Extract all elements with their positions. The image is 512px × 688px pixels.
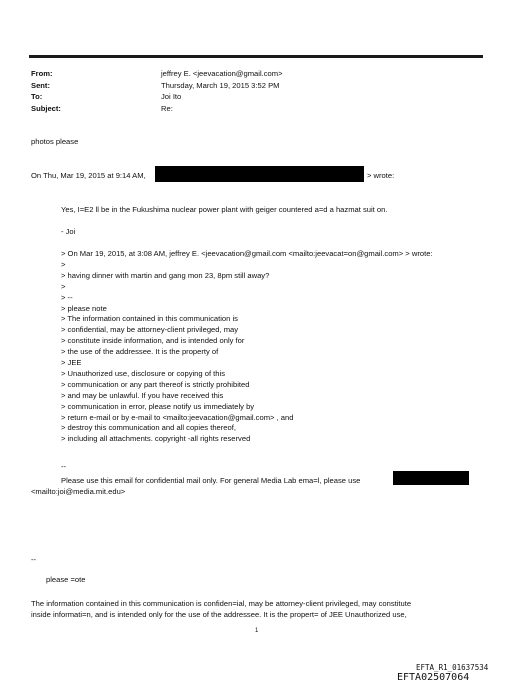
quoted-line: > including all attachments. copyright -all rights reserved bbox=[61, 434, 251, 444]
wrote-prefix: On Thu, Mar 19, 2015 at 9:14 AM, bbox=[31, 171, 146, 180]
quoted-line: > On Mar 19, 2015, at 3:08 AM, jeffrey E. <jeevacation@gmail.com <mailto:jeevacat=on@gmail.com> > wrote: bbox=[61, 249, 433, 258]
quoted-line: > bbox=[61, 281, 66, 291]
to-label: To: bbox=[31, 92, 43, 101]
subject-value: Re: bbox=[161, 104, 173, 113]
signature: - Joi bbox=[61, 227, 76, 236]
medialab-line: Please use this email for confidential mail only. For general Media Lab ema=l, please use bbox=[61, 476, 361, 485]
please-note-line: please =ote bbox=[46, 575, 86, 584]
quoted-line: > JEE bbox=[61, 358, 82, 367]
sent-label: Sent: bbox=[31, 81, 50, 90]
quoted-line: > communication in error, please notify us immediately by bbox=[61, 401, 255, 411]
redaction-bar bbox=[393, 471, 469, 485]
sent-value: Thursday, March 19, 2015 3:52 PM bbox=[161, 81, 280, 90]
bates-id-large: EFTA02507064 bbox=[397, 672, 470, 683]
quoted-line: > return e-mail or by e-mail to <mailto:jeevacation@gmail.com> , and bbox=[61, 412, 294, 422]
header-rule bbox=[29, 55, 483, 58]
quoted-line: > communication or any part thereof is strictly prohibited bbox=[61, 379, 250, 389]
opening-line: photos please bbox=[31, 137, 79, 146]
bates-id-small: EFTA_R1_01637534 bbox=[416, 663, 489, 672]
quoted-line: > constitute inside information, and is intended only for bbox=[61, 336, 245, 346]
disclaimer-line: The information contained in this communication is confiden=ial, may be attorney-client privileged, may constitute bbox=[31, 599, 412, 608]
disclaimer-line: inside informati=n, and is intended only for the use of the addressee. It is the propert= of JEE Unauthorized use, bbox=[31, 610, 407, 619]
redaction-bar bbox=[155, 166, 364, 182]
to-value: Joi Ito bbox=[161, 92, 182, 101]
quoted-line: > Unauthorized use, disclosure or copying of this bbox=[61, 368, 225, 378]
quoted-line: > destroy this communication and all copies thereof, bbox=[61, 423, 236, 433]
quoted-line: > confidential, may be attorney-client privileged, may bbox=[61, 325, 239, 335]
from-label: From: bbox=[31, 69, 53, 78]
subject-label: Subject: bbox=[31, 104, 61, 113]
quoted-line: > bbox=[61, 259, 66, 269]
quoted-line: > please note bbox=[61, 303, 107, 313]
separator-dash: -- bbox=[31, 555, 37, 564]
wrote-suffix: > wrote: bbox=[367, 171, 395, 180]
quoted-line: > The information contained in this communication is bbox=[61, 314, 238, 324]
reply-line: Yes, I=E2 ll be in the Fukushima nuclear power plant with geiger countered a=d a hazmat suit on. bbox=[61, 205, 388, 214]
from-value: jeffrey E. <jeevacation@gmail.com> bbox=[161, 69, 283, 78]
quoted-line: > and may be unlawful. If you have received this bbox=[61, 390, 224, 400]
quoted-line: > having dinner with martin and gang mon 23, 8pm still away? bbox=[61, 270, 270, 280]
medialab-link: <mailto:joi@media.mit.edu> bbox=[31, 487, 126, 496]
quoted-line: > -- bbox=[61, 292, 73, 302]
separator-dash: -- bbox=[61, 462, 67, 471]
page-number: 1 bbox=[255, 628, 259, 634]
quoted-line: > the use of the addressee. It is the property of bbox=[61, 347, 219, 357]
